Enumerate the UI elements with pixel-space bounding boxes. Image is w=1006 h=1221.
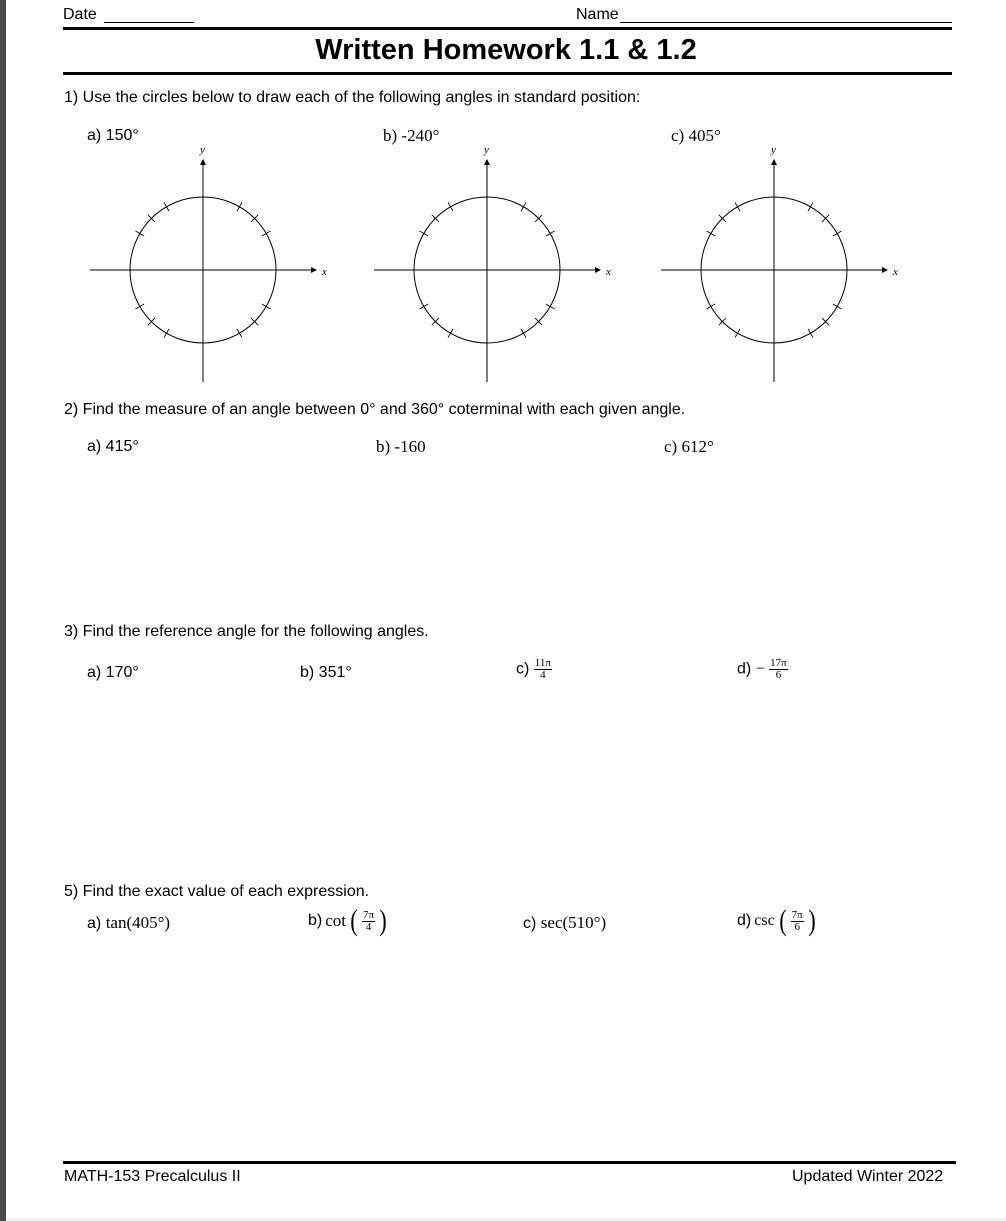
q5-b-fraction	[362, 910, 375, 933]
tick-mark	[735, 202, 740, 211]
q5-b-open-paren: (	[350, 904, 358, 937]
y-axis-label: y	[771, 144, 776, 156]
name-field	[576, 6, 619, 24]
q5-b	[308, 905, 388, 937]
q3-d-fraction	[769, 658, 788, 681]
q3-c-numerator: 11π	[534, 657, 551, 669]
q5-b-func: cot	[325, 911, 347, 930]
q2-a: a) 415°	[87, 438, 139, 455]
page-title: Written Homework 1.1 & 1.2	[315, 34, 697, 66]
tick-mark	[706, 304, 715, 309]
tick-mark	[448, 329, 453, 338]
tick-mark	[419, 304, 428, 309]
x-axis-label: x	[893, 266, 898, 278]
q5-d-func: csc	[754, 912, 775, 929]
tick-mark	[164, 329, 169, 338]
q3-c-denominator: 4	[540, 669, 546, 681]
q5-a-expr: tan(405°)	[105, 913, 171, 932]
q5-b-label: b)	[308, 912, 323, 929]
q5-d-denominator: 6	[794, 920, 800, 933]
tick-mark	[262, 231, 271, 236]
worksheet-page	[6, 0, 1006, 1218]
date-field	[63, 6, 97, 24]
q3-c-label: c)	[516, 660, 530, 678]
footer-rule	[63, 1161, 956, 1164]
q1-unit-circles	[6, 140, 1006, 390]
y-axis-label: y	[200, 144, 205, 156]
q3-c-fraction	[534, 658, 552, 681]
q3-a: a) 170°	[87, 664, 139, 681]
q5-b-denominator: 4	[365, 920, 372, 933]
q5-d-numerator: 7π	[791, 908, 803, 921]
q3-prompt: 3) Find the reference angle for the following angles.	[64, 623, 429, 640]
header-rule-top	[63, 27, 952, 30]
q3-c	[516, 658, 552, 681]
q3-d-sign: −	[755, 660, 765, 678]
tick-mark	[262, 304, 271, 309]
tick-mark	[419, 231, 428, 236]
q1-c: c) 405°	[671, 126, 721, 145]
y-axis-label: y	[484, 144, 489, 156]
tick-mark	[164, 202, 169, 211]
q5-prompt: 5) Find the exact value of each expression.	[64, 883, 370, 900]
header-rule-bottom	[63, 72, 952, 75]
tick-mark	[135, 231, 144, 236]
tick-mark	[808, 202, 813, 211]
circle-c-diagram[interactable]	[661, 144, 898, 382]
tick-mark	[546, 304, 555, 309]
q1-a: a) 150°	[87, 127, 139, 144]
q2-b: b) -160	[376, 437, 426, 456]
tick-mark	[237, 202, 242, 211]
q5-b-numerator: 7π	[363, 908, 375, 921]
q2-c: c) 612°	[664, 437, 714, 456]
footer-course: MATH-153 Precalculus II	[64, 1168, 241, 1185]
tick-mark	[135, 304, 144, 309]
name-blank-line[interactable]	[620, 22, 952, 23]
tick-mark	[521, 202, 526, 211]
q3-d-numerator: 17π	[770, 657, 787, 669]
tick-mark	[808, 329, 813, 338]
q3-d-label: d)	[737, 660, 752, 678]
q5-a	[87, 913, 170, 933]
tick-mark	[546, 231, 555, 236]
q3-d	[737, 658, 788, 681]
circle-b-diagram[interactable]	[374, 144, 611, 382]
q5-d-open-paren: (	[778, 904, 787, 937]
tick-mark	[521, 329, 526, 338]
tick-mark	[833, 231, 842, 236]
q5-d-label: d)	[737, 912, 752, 929]
x-axis-label: x	[322, 266, 327, 278]
q1-b: b) -240°	[383, 126, 440, 145]
q2-prompt: 2) Find the measure of an angle between 0° and 360° coterminal with each given angle.	[64, 401, 686, 418]
tick-mark	[706, 231, 715, 236]
q3-d-denominator: 6	[775, 669, 782, 681]
tick-mark	[833, 304, 842, 309]
q1-prompt: 1) Use the circles below to draw each of the following angles in standard position:	[64, 89, 641, 106]
q5-a-label: a)	[87, 915, 102, 932]
q5-c-label: c)	[523, 915, 537, 932]
q5-b-close-paren: )	[379, 904, 387, 937]
q5-d-close-paren: )	[807, 904, 816, 937]
q5-c-expr: sec(510°)	[540, 913, 607, 932]
x-axis-label: x	[606, 266, 611, 278]
q5-c	[523, 913, 606, 933]
date-label: Date	[63, 6, 97, 23]
tick-mark	[448, 202, 453, 211]
date-blank-line[interactable]	[104, 22, 194, 23]
tick-mark	[237, 329, 242, 338]
q5-d	[737, 905, 817, 937]
q5-d-fraction	[791, 910, 804, 933]
circle-a-diagram[interactable]	[90, 144, 327, 382]
q3-b: b) 351°	[300, 664, 352, 681]
tick-mark	[735, 329, 740, 338]
footer-updated: Updated Winter 2022	[792, 1168, 944, 1185]
name-label: Name	[576, 6, 619, 23]
